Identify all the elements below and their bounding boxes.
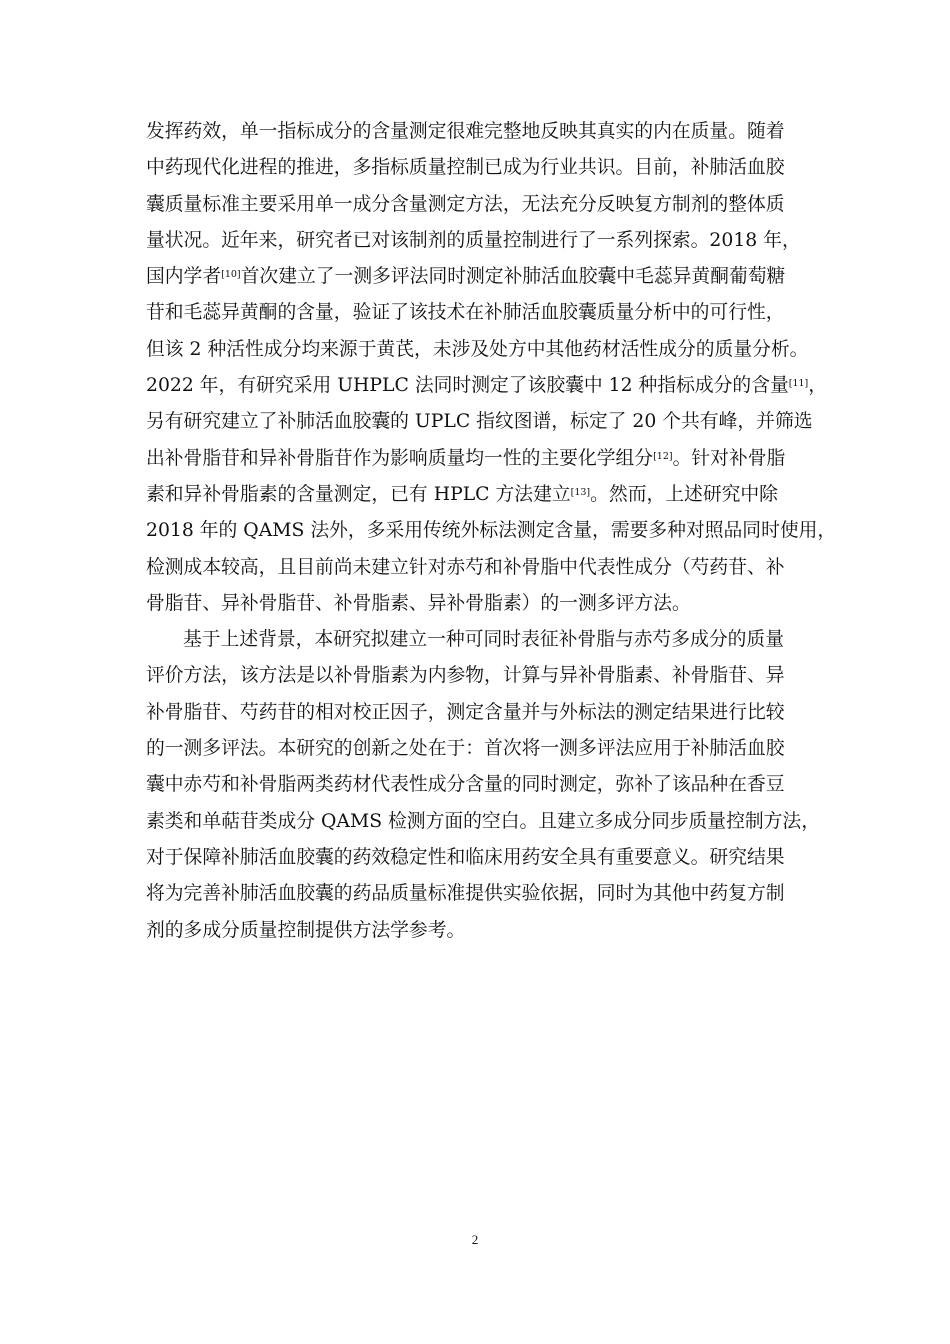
text-line [146, 804, 820, 840]
paragraph [146, 114, 837, 622]
text-segment: 国内学者 [146, 266, 222, 288]
text-segment: 但该 2 种活性成分均来源于黄芪，未涉及处方中其他药材活性成分的质量分析。 [146, 338, 809, 360]
text-line [146, 368, 828, 404]
citation-superscript: [12] [653, 450, 673, 462]
text-segment: 囊中赤芍和补骨脂两类药材代表性成分含量的同时测定，弥补了该品种在香豆 [146, 774, 785, 796]
text-segment: 2022 年，有研究采用 UHPLC 法同时测定了该胶囊中 12 种指标成分的含量 [146, 375, 789, 397]
text-line [146, 223, 806, 259]
text-line [146, 622, 806, 658]
text-segment: 量状况。近年来，研究者已对该制剂的质量控制进行了一系列探索。2018 年， [146, 229, 801, 251]
text-line [146, 695, 806, 731]
text-segment: 另有研究建立了补肺活血胶囊的 UPLC 指纹图谱，标定了 20 个共有峰，并筛选 [146, 411, 813, 433]
text-segment: 中药现代化进程的推进，多指标质量控制已成为行业共识。目前，补肺活血胶 [146, 157, 785, 179]
text-segment: 的一测多评法。本研究的创新之处在于：首次将一测多评法应用于补肺活血胶 [146, 738, 785, 760]
text-segment: 。然而，上述研究中除 [590, 483, 778, 505]
text-segment: 。针对补骨脂 [672, 447, 786, 469]
text-line [146, 441, 806, 477]
text-line [146, 332, 809, 368]
paragraph [146, 622, 820, 949]
text-line [146, 404, 813, 440]
text-segment: 首次建立了一测多评法同时测定补肺活血胶囊中毛蕊异黄酮葡萄糖 [240, 266, 786, 288]
text-line [146, 259, 806, 295]
citation-superscript: [13] [570, 486, 591, 498]
text-line [146, 150, 806, 186]
text-segment: 发挥药效，单一指标成分的含量测定很难完整地反映其真实的内在质量。随着 [146, 121, 785, 142]
text-segment: 苷和毛蕊异黄酮的含量，验证了该技术在补肺活血胶囊质量分析中的可行性， [146, 302, 785, 324]
text-segment: 出补骨脂苷和异补骨脂苷作为影响质量均一性的主要化学组分 [146, 447, 654, 469]
text-line [146, 586, 806, 622]
text-line [146, 550, 806, 586]
text-segment: 基于上述背景，本研究拟建立一种可同时表征补骨脂与赤芍多成分的质量 [183, 629, 784, 651]
body-text [146, 114, 837, 949]
text-segment: 补骨脂苷、芍药苷的相对校正因子，测定含量并与外标法的测定结果进行比较 [146, 701, 785, 723]
text-segment: 检测成本较高，且目前尚未建立针对赤芍和补骨脂中代表性成分（芍药苷、补 [146, 556, 785, 578]
text-segment: 骨脂苷、异补骨脂苷、补骨脂素、异补骨脂素）的一测多评方法。 [146, 592, 691, 614]
text-line [146, 767, 806, 803]
text-line [146, 913, 806, 949]
citation-superscript: [11] [788, 378, 809, 390]
text-segment: 2018 年的 QAMS 法外，多采用传统外标法测定含量，需要多种对照品同时使用， [146, 520, 837, 542]
text-segment: 将为完善补肺活血胶囊的药品质量标准提供实验依据，同时为其他中药复方制 [146, 883, 785, 905]
text-segment: 对于保障补肺活血胶囊的药效稳定性和临床用药安全具有重要意义。研究结果 [146, 846, 785, 868]
text-segment: 剂的多成分质量控制提供方法学参考。 [146, 919, 466, 941]
page-number: 2 [471, 1232, 479, 1247]
text-segment: 素和异补骨脂素的含量测定，已有 HPLC 方法建立 [146, 483, 571, 505]
text-line [146, 477, 806, 513]
text-line [146, 876, 806, 912]
citation-superscript: [10] [221, 269, 241, 281]
text-line [146, 114, 806, 150]
text-line [146, 840, 806, 876]
text-line [146, 187, 806, 223]
text-line [146, 295, 806, 331]
text-line [146, 513, 837, 549]
text-segment: 囊质量标准主要采用单一成分含量测定方法，无法充分反映复方制剂的整体质 [146, 193, 785, 215]
text-line [146, 731, 806, 767]
text-segment: ， [808, 375, 828, 397]
text-line [146, 658, 806, 694]
text-segment: 评价方法，该方法是以补骨脂素为内参物，计算与异补骨脂素、补骨脂苷、异 [146, 665, 785, 687]
text-segment: 素类和单萜苷类成分 QAMS 检测方面的空白。且建立多成分同步质量控制方法， [146, 810, 820, 832]
